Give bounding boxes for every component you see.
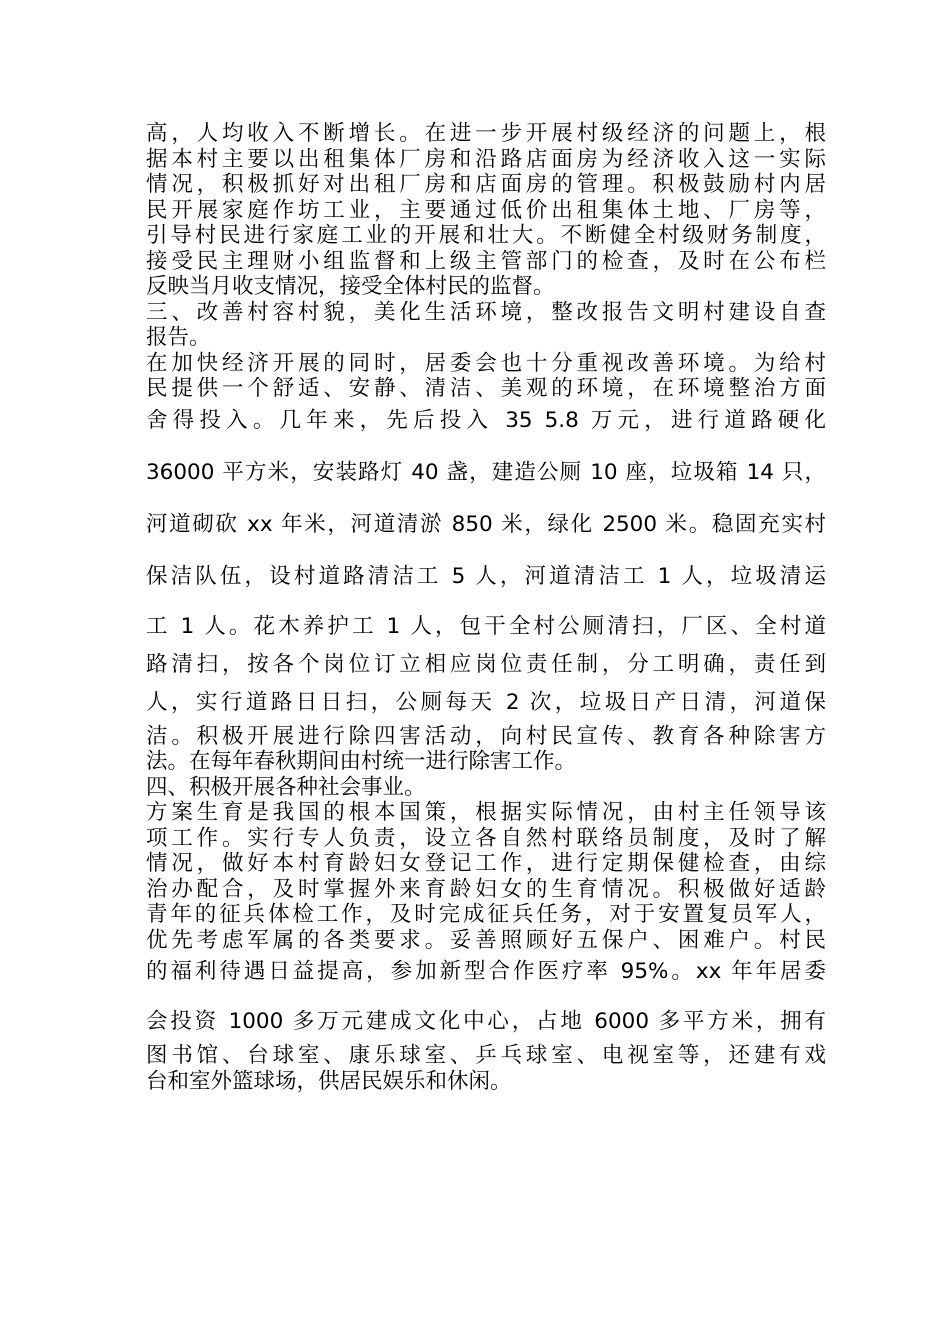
- text-line: 台和室外篮球场，供居民娱乐和休闲。: [146, 1068, 512, 1094]
- text-line: 治办配合，及时掌握外来育龄妇女的生育情况。积极做好适龄: [146, 876, 826, 902]
- text-line: 接受民主理财小组监督和上级主管部门的检查，及时在公布栏: [146, 248, 826, 274]
- body-text: [146, 121, 826, 1094]
- text-line: 据本村主要以出租集体厂房和沿路店面房为经济收入这一实际: [146, 146, 826, 172]
- text-line: 反映当月收支情况，接受全体村民的监督。: [146, 274, 555, 299]
- text-line: 民提供一个舒适、安静、清洁、美观的环境，在环境整治方面: [146, 376, 826, 401]
- section-heading: 四、积极开展各种社会事业。: [146, 774, 426, 800]
- text-line: 路清扫，按各个岗位订立相应岗位责任制，分工明确，责任到: [146, 651, 826, 677]
- text-line: 会投资 1000 多万元建成文化中心，占地 6000 多平方米，拥有: [146, 1009, 826, 1034]
- section-heading: 报告。: [146, 325, 211, 350]
- text-line: 优先考虑军属的各类要求。妥善照顾好五保户、困难户。村民: [146, 927, 826, 953]
- text-line: 洁。积极开展进行除四害活动，向村民宣传、教育各种除害方: [146, 723, 826, 749]
- text-line: 在加快经济开展的同时，居委会也十分重视改善环境。为给村: [146, 350, 826, 376]
- text-line: 青年的征兵体检工作，及时完成征兵任务，对于安置复员军人，: [146, 902, 826, 927]
- text-line: 36000 平方米，安装路灯 40 盏，建造公厕 10 座，垃圾箱 14 只，: [146, 459, 826, 485]
- text-line: 情况，做好本村育龄妇女登记工作，进行定期保健检查，由综: [146, 851, 826, 876]
- section-heading: 三、改善村容村貌，美化生活环境，整改报告文明村建设自查: [146, 299, 826, 325]
- text-line: 河道砌砍 xx 年米，河道清淤 850 米，绿化 2500 米。稳固充实村: [146, 511, 826, 537]
- text-line: 项工作。实行专人负责，设立各自然村联络员制度，及时了解: [146, 825, 826, 851]
- text-line: 工 1 人。花木养护工 1 人，包干全村公厕清扫，厂区、全村道: [146, 613, 826, 639]
- text-line: 情况，积极抓好对出租厂房和店面房的管理。积极鼓励村内居: [146, 172, 826, 197]
- text-line: 法。在每年春秋期间由村统一进行除害工作。: [146, 749, 577, 774]
- text-line: 高，人均收入不断增长。在进一步开展村级经济的问题上，根: [146, 121, 826, 146]
- text-line: 方案生育是我国的根本国策，根据实际情况，由村主任领导该: [146, 800, 826, 825]
- text-line: 的福利待遇日益提高，参加新型合作医疗率 95%。xx 年年居委: [146, 959, 826, 984]
- text-line: 民开展家庭作坊工业，主要通过低价出租集体土地、厂房等，: [146, 197, 826, 223]
- text-line: 舍得投入。几年来，先后投入 35 5.8 万元，进行道路硬化: [146, 407, 826, 433]
- text-line: 人，实行道路日日扫，公厕每天 2 次，垃圾日产日清，河道保: [146, 689, 826, 715]
- text-line: 引导村民进行家庭工业的开展和壮大。不断健全村级财务制度，: [146, 223, 826, 248]
- text-line: 图书馆、台球室、康乐球室、乒乓球室、电视室等，还建有戏: [146, 1043, 826, 1068]
- text-line: 保洁队伍，设村道路清洁工 5 人，河道清洁工 1 人，垃圾清运: [146, 563, 826, 589]
